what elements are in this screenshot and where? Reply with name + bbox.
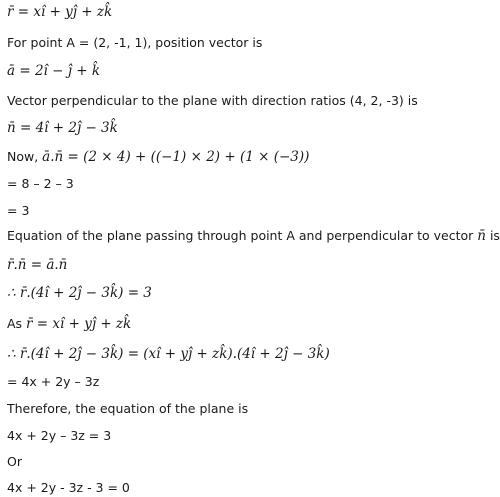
or-text: Or [7, 454, 22, 469]
cartesian-expression: = 4x + 2y – 3z [7, 374, 100, 389]
as-prefix: As [7, 316, 27, 331]
position-vector-a: ā = 2î − ĵ + k̂ [7, 63, 101, 79]
point-a-statement: For point A = (2, -1, 1), position vector is [7, 35, 263, 50]
plane-equation-result: 4x + 2y – 3z = 3 [7, 428, 112, 443]
dot-product-expression: ā.n̄ = (2 × 4) + ((−1) × 2) + (1 × (−3)) [42, 149, 310, 165]
dot-product-result: = 3 [7, 203, 30, 218]
as-expression: r̄ = xî + yĵ + zk̂ [26, 316, 132, 332]
plane-equation-suffix: is [485, 228, 500, 243]
vector-form-substituted: ∴ r̄.(4î + 2ĵ − 3k̂) = 3 [7, 285, 152, 301]
plane-equation-statement [7, 228, 500, 244]
plane-equation-vector: n̄ [477, 228, 486, 244]
plane-equation-text: Equation of the plane passing through point A and perpendicular to vector [7, 228, 478, 243]
therefore-statement: Therefore, the equation of the plane is [7, 401, 249, 416]
dot-product-line [7, 149, 309, 165]
dot-product-sum: = 8 – 2 – 3 [7, 176, 74, 191]
dot-product-prefix: Now, [7, 149, 43, 164]
normal-vector-statement: Vector perpendicular to the plane with direction ratios (4, 2, -3) is [7, 93, 418, 108]
vector-form-equation: r̄.n̄ = ā.n̄ [7, 257, 68, 273]
position-vector-r: r̄ = xî + yĵ + zk̂ [7, 4, 113, 20]
as-statement [7, 316, 131, 332]
normal-vector-n: n̄ = 4î + 2ĵ − 3k̂ [7, 120, 118, 136]
expanded-equation: ∴ r̄.(4î + 2ĵ − 3k̂) = (xî + yĵ + zk̂).(4î + 2ĵ − 3k̂) [7, 346, 330, 362]
plane-equation-final: 4x + 2y - 3z - 3 = 0 [7, 480, 130, 495]
